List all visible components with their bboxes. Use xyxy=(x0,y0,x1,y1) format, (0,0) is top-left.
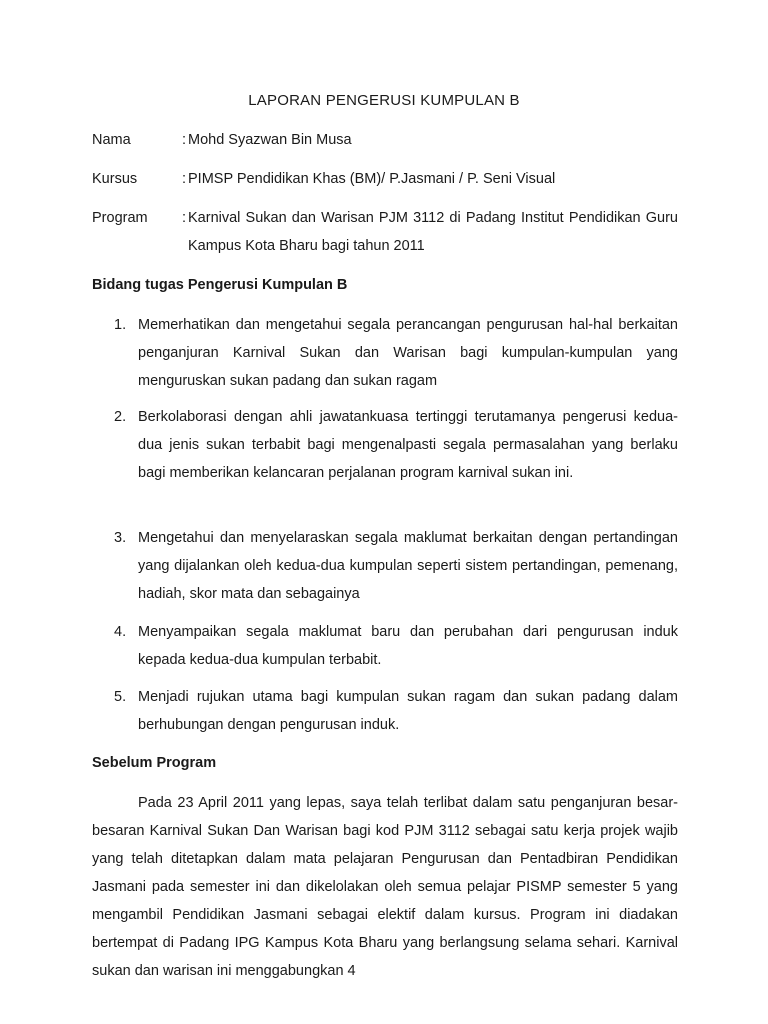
body-paragraph: Pada 23 April 2011 yang lepas, saya telah terlibat dalam satu penganjuran besar-besaran Karnival Sukan Dan Warisan bagi kod PJM 3112 sebagai satu kerja projek wajib yang telah ditetapkan dalam mata pelajaran Pengurusan dan Pentadbiran Pendidikan Jasmani pada semester ini dan dikelolakan oleh semua pelajar PISMP semester 5 yang mengambil Pendidikan Jasmani sebagai elektif dalam kursus. Program ini diadakan bertempat di Padang IPG Kampus Kota Bharu yang berlangsung selama sehari. Karnival sukan dan warisan ini menggabungkan 4 xyxy=(92,795,678,979)
list-item-text: Menjadi rujukan utama bagi kumpulan sukan ragam dan sukan padang dalam berhubungan dengan pengurusan induk. xyxy=(138,689,678,733)
document-title: LAPORAN PENGERUSI KUMPULAN B xyxy=(248,92,520,109)
list-item xyxy=(92,403,678,487)
list-item xyxy=(92,311,678,395)
field-separator: : xyxy=(182,132,187,148)
list-item xyxy=(92,683,678,739)
field-label: Nama xyxy=(92,132,131,148)
field-separator: : xyxy=(182,210,187,226)
list-item-text: Mengetahui dan menyelaraskan segala maklumat berkaitan dengan pertandingan yang dijalankan oleh kedua-dua kumpulan seperti sistem pertandingan, pemenang, hadiah, skor mata dan sebagainya xyxy=(138,530,678,602)
list-item-number: 1. xyxy=(114,317,127,333)
section-heading-bidang-tugas: Bidang tugas Pengerusi Kumpulan B xyxy=(92,277,348,293)
field-label: Kursus xyxy=(92,171,138,187)
field-label: Program xyxy=(92,210,148,226)
field-program xyxy=(92,204,678,260)
list-item xyxy=(92,524,678,608)
list-item-number: 2. xyxy=(114,409,127,425)
list-item-text: Menyampaikan segala maklumat baru dan perubahan dari pengurusan induk kepada kedua-dua kumpulan terbabit. xyxy=(138,624,678,668)
section-heading-sebelum-program: Sebelum Program xyxy=(92,755,217,771)
field-kursus xyxy=(92,165,678,193)
field-nama xyxy=(92,126,678,154)
list-item-text: Memerhatikan dan mengetahui segala perancangan pengurusan hal-hal berkaitan penganjuran Karnival Sukan dan Warisan bagi kumpulan-kumpulan yang menguruskan sukan padang dan sukan ragam xyxy=(138,317,678,389)
field-value: PIMSP Pendidikan Khas (BM)/ P.Jasmani / P. Seni Visual xyxy=(188,171,556,187)
list-item-number: 4. xyxy=(114,624,127,640)
list-item-text: Berkolaborasi dengan ahli jawatankuasa tertinggi terutamanya pengerusi kedua-dua jenis sukan terbabit bagi mengenalpasti segala permasalahan yang berlaku bagi memberikan kelancaran perjalanan program karnival sukan ini. xyxy=(138,409,678,481)
field-value: Mohd Syazwan Bin Musa xyxy=(188,132,352,148)
field-separator: : xyxy=(182,171,187,187)
list-item-number: 5. xyxy=(114,689,127,705)
list-item-number: 3. xyxy=(114,530,127,546)
list-item xyxy=(92,618,678,674)
field-value: Karnival Sukan dan Warisan PJM 3112 di Padang Institut Pendidikan Guru Kampus Kota Bharu bagi tahun 2011 xyxy=(188,210,678,254)
